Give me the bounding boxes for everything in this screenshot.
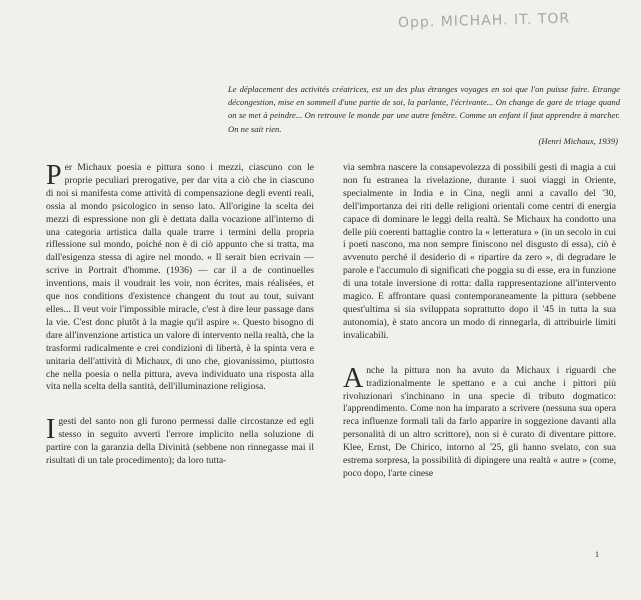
paragraph: Anche la pittura non ha avuto da Michaux i riguardi che tradizionalmente le spettano e a cui anche i pittori più rivoluzionari s'inchinano in una specie di tributo dogmatico: l'apprendimento. Come non ha imparato a scrivere (nessuna sua opera reca influenze formali tali da farlo apparire in soggezione davanti alla personalità di un altro scrittore), non si è curato di diventare pittore. Klee, Ernst, De Chirico, intorno al '25, gli hanno svelato, con sua estrema sorpresa, la possibilità di dipingere una realtà « autre » (come, poco dopo, l'arte cinese — [343, 362, 616, 479]
left-column — [46, 162, 314, 468]
paragraph: Igesti del santo non gli furono permessi dalle circostanze ed egli stesso in seguito avvertì l'errore implicito nella soluzione di partire con la garanzia della Divinità (sebbene non rinnegasse mai il risultati di un tale procedimento); da loro tutta- — [46, 414, 314, 467]
handwritten-annotation: Opp. MICHAH. IT. TOR — [397, 10, 571, 32]
drop-cap: A — [343, 362, 364, 394]
right-column — [343, 162, 616, 481]
drop-cap: I — [46, 414, 56, 446]
epigraph-quote: Le déplacement des activités créatrices, est un des plus étranges voyages en soi que l'on puisse faire. Etrange décongestion, mise en sommeil d'une partie de soi, la parlante, l'écrivante... On change de gare de triage quand on se met à peindre... On retrouve le monde par une autre fenêtre. Comme un enfant il faut apprendre à marcher. On ne sait rien. — [228, 84, 620, 134]
drop-cap: P — [46, 160, 62, 191]
paragraph: Per Michaux poesia e pittura sono i mezzi, ciascuno con le proprie peculiari prerogative, per dar vita a ciò che in ciascuno di noi si manifesta come attività di compensazione degli eventi reali, ossia al mondo psicologico in senso lato. All'origine la scelta dei mezzi di espressione non gli è dettata dalla vocazione all'interno di una categoria artistica dalla quale trarre i termini della propria riflessione sul mondo, poiché non è di ciò appunto che si tratta, ma dall'esigenza stessa di agire nel mondo. « Il serait bien ecrivain — scrive in Portrait d'homme. (1936) — car il a de continuelles inventions, mais il voudrait les voir, non écrites, mais réalisées, et que nos conditions d'existence changent du tout au tout, suivant elles... Il veut voir l'impossible miracle, c'est à dire leur passage dans la vie. C'est donc plutôt à la magie qu'il aspire ». Questo bisogno di dare all'invenzione artistica un valore di intervento nella realtà, che la trasformi radicalmente e crei condizioni di libertà, è la spinta vera e unitaria dell'attività di Michaux, di uno che, giovanissimo, piuttosto che nella poesia o nella pittura, aveva individuato una risposta alla vita nella scelta della santità, dell'illuminazione religiosa. — [46, 160, 314, 393]
paragraph: via sembra nascere la consapevolezza di possibili gesti di magia a cui non fu estranea la rivelazione, durante i suoi viaggi in Oriente, specialmente in India e in Cina, negli anni a cavallo del '30, dell'importanza dei riti delle religioni orientali come centri di energia capace di dominare le leggi della realtà. Se Michaux ha condotto una delle più coerenti battaglie contro la « letteratura » (in un secolo in cui i poeti nascono, ma non sempre finiscono nel disgusto di essa), ciò è avvenuto perché il desiderio di « ripartire da zero », di degradare le parole e l'accumulo di significati che poggia su di esse, era in funzione di una totale inversione di rotta: dalla rappresentazione all'intervento magico. E affrontare quasi contemporaneamente la pittura (sebbene quest'ultima si sia sviluppata soprattutto dopo il '45 in tutta la sua autonomia), è stato ancora un modo di rinnegarla, di attribuirle limiti invalicabili. — [343, 162, 616, 341]
page-number: 1 — [595, 550, 599, 559]
epigraph-attribution: (Henri Michaux, 1939) — [538, 136, 618, 146]
